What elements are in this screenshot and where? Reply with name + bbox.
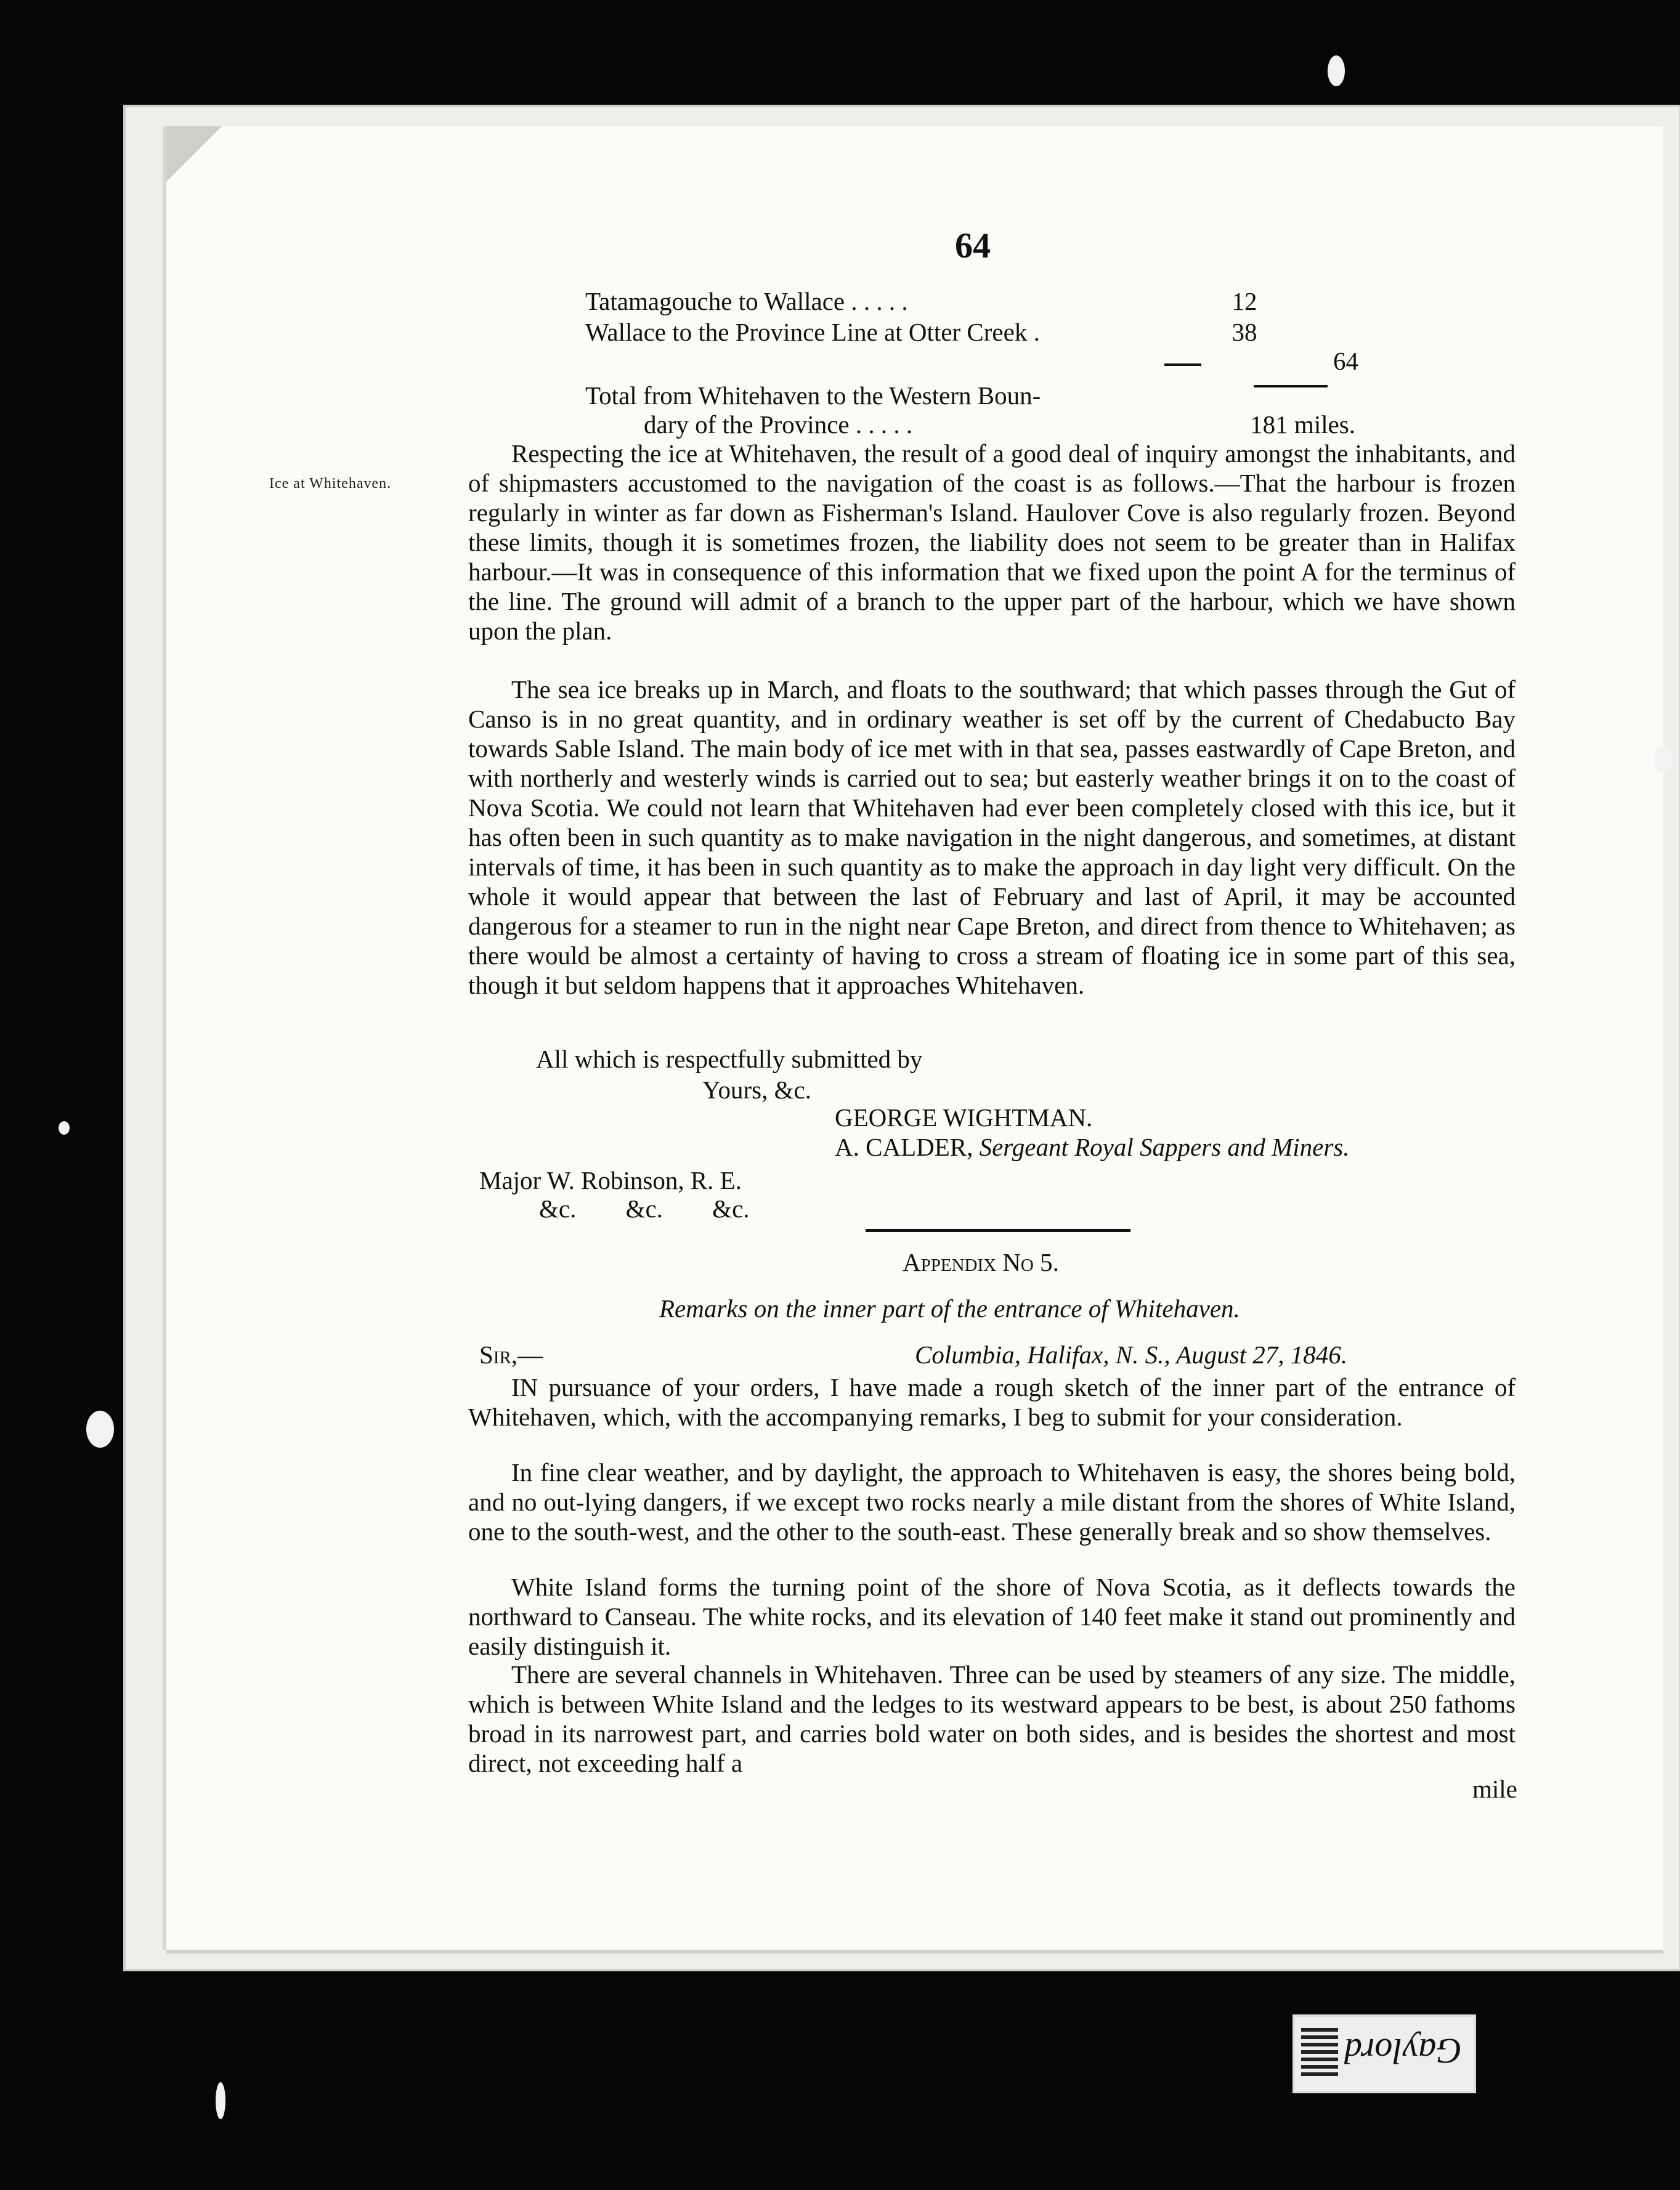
distance-label: Tatamagouche to Wallace . . . . .: [585, 287, 908, 315]
body-paragraph: Respecting the ice at Whitehaven, the result of a good deal of inquiry amongst the inhabitants, and of shipmasters accustomed to the navigation of the coast is as follows.—That the harbour is frozen regularly in winter as far down as Fisherman's Island. Haulover Cove is also regularly frozen. Beyond these limits, though it is sometimes frozen, the liability does not seem to be greater than in Halifax harbour.—It was in consequence of this information that we fixed upon the point A for the terminus of the line. The ground will admit of a branch to the upper part of the harbour, which we have shown upon the plan.: [468, 439, 1516, 645]
subtotal-value: 64: [1333, 347, 1358, 375]
dust-speck: [1328, 55, 1345, 86]
appendix-paragraph: IN pursuance of your orders, I have made a rough sketch of the inner part of the entrance of Whitehaven, which, with the accompanying remarks, I beg to submit for your consideration.: [468, 1373, 1516, 1431]
folded-corner: [166, 126, 222, 182]
total-row-1: [585, 381, 1386, 410]
signer-name: A. CALDER,: [835, 1133, 973, 1161]
yours-line: Yours, &c.: [702, 1076, 811, 1104]
stamp-text: Gaylord: [1344, 2031, 1463, 2071]
catchword: mile: [1472, 1775, 1517, 1803]
appendix-paragraph: There are several channels in Whitehaven. Three can be used by steamers of any size. The middle, which is between White Island and the ledges to its westward appears to be best, is about 250 fathoms broad in its narrowest part, and carries bold water on both sides, and is besides the shortest and most direct, not exceeding half a: [468, 1660, 1516, 1777]
dust-speck: [216, 2082, 225, 2119]
appendix-subtitle: Remarks on the inner part of the entrance of Whitehaven.: [659, 1294, 1240, 1323]
margin-note: Ice at Whitehaven.: [269, 476, 392, 492]
dateline: Columbia, Halifax, N. S., August 27, 1846.: [915, 1340, 1347, 1369]
stamp-stripes: [1301, 2028, 1338, 2077]
body-paragraph: The sea ice breaks up in March, and floats to the southward; that which passes through the Gut of Canso is in no great quantity, and in ordinary weather is set off by the current of Chedabucto Bay towards Sable Island. The main body of ice met with in that sea, passes eastwardly of Cape Breton, and with northerly and westerly winds is carried out to sea; but easterly weather brings it on to the coast of Nova Scotia. We could not learn that Whitehaven had ever been completely closed with this ice, but it has often been in such quantity as to make navigation in the night dangerous, and sometimes, at distant intervals of time, it has been in such quantity as to make the approach in day light very difficult. On the whole it would appear that between the last of February and last of April, it may be accounted dangerous for a steamer to run in the night near Cape Breton, and direct from thence to Whitehaven; as there would be almost a certainty of having to cross a stream of floating ice in some part of this sea, though it but seldom happens that it approaches Whitehaven.: [468, 675, 1516, 999]
dust-speck: [59, 1121, 70, 1135]
appendix-heading: Appendix No 5.: [903, 1248, 1059, 1276]
signature-wightman: GEORGE WIGHTMAN.: [835, 1103, 1093, 1132]
total-row-2: [585, 410, 1386, 439]
appendix-paragraph: White Island forms the turning point of the shore of Nova Scotia, as it deflects towards the northward to Canseau. The white rocks, and its elevation of 140 feet make it stand out prominently and easily distinguish it.: [468, 1573, 1516, 1660]
signer-title: Sergeant Royal Sappers and Miners.: [979, 1133, 1350, 1161]
dust-speck: [1654, 745, 1673, 773]
distance-row-2: [585, 317, 1386, 347]
section-divider: [866, 1229, 1130, 1232]
subtotal-row: [585, 346, 1386, 376]
total-value: 181 miles.: [1250, 410, 1355, 439]
total-label: dary of the Province . . . . .: [644, 410, 913, 439]
distance-value: 12: [1232, 287, 1257, 315]
distance-row-1: [585, 286, 1386, 316]
total-label: Total from Whitehaven to the Western Boun-: [585, 381, 1041, 410]
distance-label: Wallace to the Province Line at Otter Creek .: [585, 318, 1040, 346]
salutation: Sir,—: [479, 1340, 543, 1369]
library-stamp: [1292, 2014, 1476, 2093]
dust-speck: [86, 1411, 114, 1448]
appendix-paragraph: In fine clear weather, and by daylight, the approach to Whitehaven is easy, the shores being bold, and no out-lying dangers, if we except two rocks nearly a mile distant from the shores of White Island, one to the south-west, and the other to the south-east. These generally break and so show themselves.: [468, 1458, 1516, 1546]
page-number: 64: [955, 225, 991, 266]
distance-value: 38: [1232, 318, 1257, 346]
closing-line: All which is respectfully submitted by: [536, 1045, 923, 1073]
addressee-line: Major W. Robinson, R. E.: [479, 1166, 742, 1194]
signature-calder: [835, 1132, 1349, 1162]
addressee-etc: &c. &c. &c.: [539, 1194, 750, 1223]
